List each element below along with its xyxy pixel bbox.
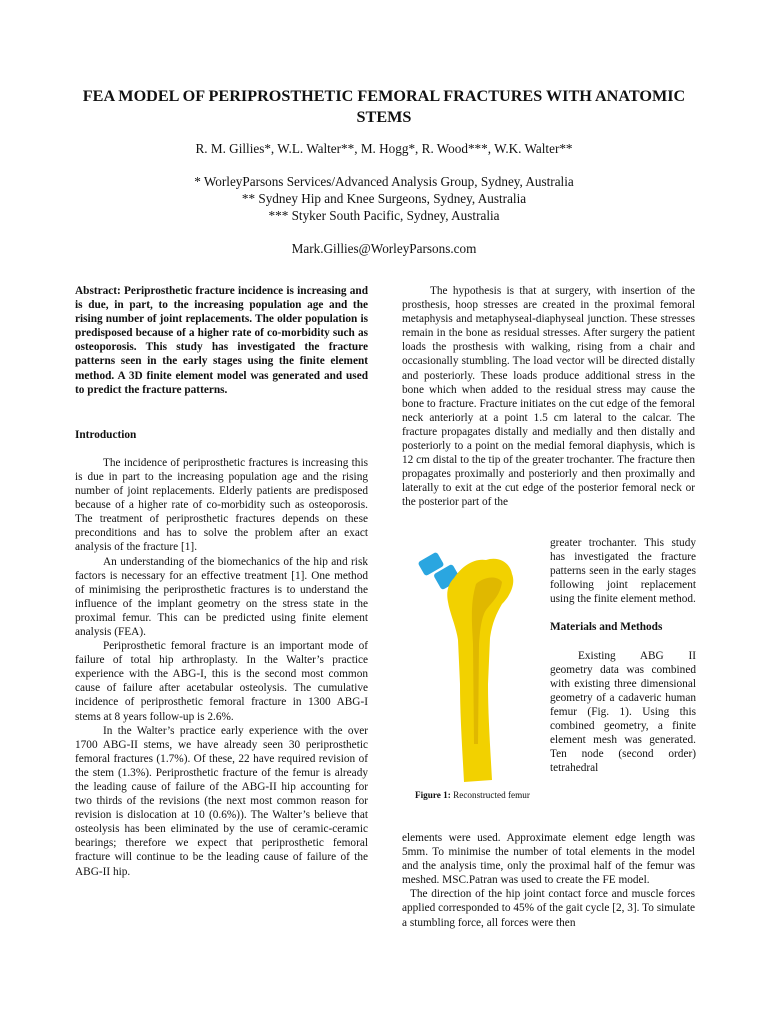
affiliation-3: *** Styker South Pacific, Sydney, Australia xyxy=(268,208,500,223)
affiliation-2: ** Sydney Hip and Knee Surgeons, Sydney, Australia xyxy=(241,191,527,206)
methods-paragraph-wide: elements were used. Approximate element edge length was 5mm. To minimise the number of total elements in the model and the analysis time, only the proximal half of the femur was meshed. MSC.Patran was used to create the FE model. xyxy=(402,832,695,887)
left-column xyxy=(75,284,368,879)
intro-paragraph-4: In the Walter’s practice early experience with the over 1700 ABG-II stems, we have already seen 30 periprosthetic femoral fractures (1.7%). Of these, 22 have required revision of the stem (1.3%). Periprosthetic fracture of the femur is already the leading cause of failure of the ABG-II hip accounting for two thirds of the revisions (the next most common reason for revision is dislocation at 10 (0.6%)). The Walter’s believe that osteolysis has been eliminated by the use of ceramic-ceramic bearings; therefore we expect that periprosthetic femoral fracture will continue to be the leading cause of failure of the ABG-II hip. xyxy=(75,724,368,878)
author-list: R. M. Gillies*, W.L. Walter**, M. Hogg*, R. Wood***, W.K. Walter** xyxy=(195,141,573,156)
figure-label: Figure 1: xyxy=(415,790,451,800)
figure-caption-text: Reconstructed femur xyxy=(453,790,530,800)
intro-paragraph-3: Periprosthetic femoral fracture is an important mode of failure of total hip arthroplasty. In the Walter’s practice experience with the ABG-I, this is the second most common cause of failure after acetabular osteolysis. The cumulative incidence of periprosthetic femoral fracture in 1300 ABG-I stems at 8 years follow-up is 2.6%. xyxy=(75,640,368,723)
affiliation-1: * WorleyParsons Services/Advanced Analysis Group, Sydney, Australia xyxy=(194,174,574,189)
femur-image xyxy=(402,544,550,794)
methods-paragraph-2: The direction of the hip joint contact force and muscle forces applied corresponded to 45% of the gait cycle [2, 3]. To simulate a stumbling force, all forces were then xyxy=(402,888,695,929)
methods-heading: Materials and Methods xyxy=(550,621,663,634)
contact-email[interactable]: Mark.Gillies@WorleyParsons.com xyxy=(291,241,477,256)
right-column-top xyxy=(402,284,695,510)
figure-1 xyxy=(402,544,550,814)
intro-paragraph-2: An understanding of the biomechanics of the hip and risk factors is necessary for an effective treatment [1]. One method of minimising the periprosthetic fractures is to understand the influence of the implant geometry on the stress state in the proximal femur. This can be predicted using finite element analysis (FEA). xyxy=(75,555,368,638)
paper-title: FEA MODEL OF PERIPROSTHETIC FEMORAL FRACTURES WITH ANATOMIC STEMS xyxy=(82,87,686,126)
affiliations xyxy=(40,173,728,224)
intro-paragraph-1: The incidence of periprosthetic fractures is increasing this is due in part to the increasing population age and the rising number of joint replacements. Elderly patients are predisposed because of a higher rate of co-morbidity such as osteoporosis. The treatment of periprosthetic fractures depends on these preconditions and has to solve the problem after an exact analysis of the fracture [1]. xyxy=(75,456,368,554)
right-column-narrow xyxy=(550,536,696,775)
hypothesis-paragraph: The hypothesis is that at surgery, with insertion of the prosthesis, hoop stresses are created in the proximal femoral metaphysis and metaphyseal-diaphyseal junction. These stresses remain in the bone as residual stresses. After surgery the patient loads the prosthesis with walking, rising from a chair and occasionally stumbling. The load vector will be directed distally and posteriorly. These loads produce additional stress in the bone which when added to the residual stress may cause the bone to fracture. Fracture initiates on the cut edge of the femoral neck anteriorly at a point 1.5 cm lateral to the calcar. The fracture propagates distally and medially and then distally and posteriorly to a point on the medial femoral diaphysis, which is 12 cm distal to the tip of the greater trochanter. The fracture then propagates proximally and posteriorly and then proximally and laterally to exit at the cut edge of the posterior femoral neck or the posterior part of the xyxy=(402,285,695,509)
introduction-heading: Introduction xyxy=(75,428,137,441)
hypothesis-continuation: greater trochanter. This study has investigated the fracture patterns seen in the early stages following joint replacement using the finite element method. xyxy=(550,537,696,606)
figure-caption xyxy=(415,790,535,801)
right-column-bottom xyxy=(402,831,695,930)
methods-paragraph-narrow: Existing ABG II geometry data was combined with existing three dimensional geometry of a cadaveric human femur (Fig. 1). Using this combined geometry, a finite element mesh was generated. Ten node (second order) tetrahedral xyxy=(550,649,696,775)
abstract: Abstract: Periprosthetic fracture incidence is increasing and is due, in part, to the increasing population age and the rising number of joint replacements. The older population is predisposed because of a higher rate of co-morbidity such as osteoporosis. This study has investigated the fracture patterns seen in the early stages using the finite element method. A 3D finite element model was generated and used to predict the fracture patterns. xyxy=(75,285,368,396)
